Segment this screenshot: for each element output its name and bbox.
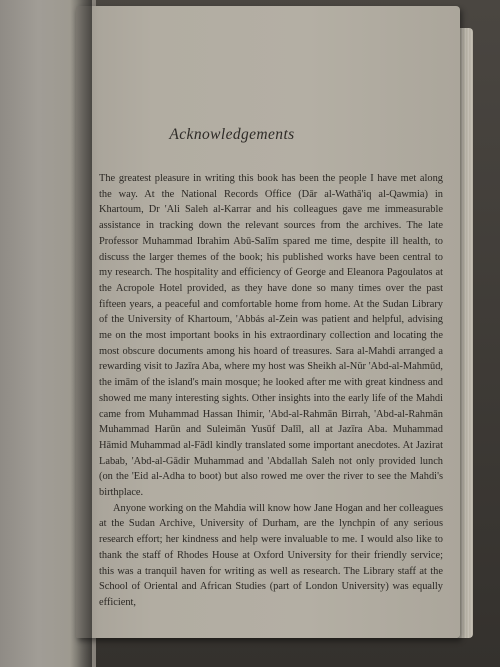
paragraph-2: Anyone working on the Mahdia will know how Jane Hogan and her colleagues at the Sudan Archive, University of Durham, are the lynchpin of any serious research effort; her kindness and help were invaluable to me. I would also like to thank the staff of Rhodes House at Oxford University for their friendly service; this was a tranquil haven for writing as well as research. The Library staff at the School of Oriental and African Studies (part of London University) was equally efficient, xyxy=(99,502,443,608)
book-gutter-shadow xyxy=(70,0,92,667)
body-text xyxy=(99,171,443,611)
paragraph-1: The greatest pleasure in writing this book has been the people I have met along the way. At the National Records Office (Dār al-Wathā'iq al-Qawmia) in Khartoum, Dr 'Ali Saleh al-Karrar and his colleagues gave me immeasurable assistance in tracking down the relevant sources from the archives. The late Professor Muhammad Ibrahim Abū-Salīm spared me time, despite ill health, to discuss the larger themes of the book; his published works have been central to my research. The hospitality and efficiency of George and Eleanora Pagoulatos at the Acropole Hotel provided, as they have done so many times over the past fifteen years, a peaceful and comfortable home from home. At the Sudan Library of the University of Khartoum, 'Abbás al-Zein was patient and helpful, advising me on the most important books in his extraordinary collection and locating the most obscure documents among his hoard of treasures. Sara al-Mahdi arranged a rewarding visit to Jazīra Aba, where my host was Sheikh al-Nūr 'Abd-al-Mahmūd, the imām of the island's main mosque; he looked after me with great kindness and showed me many interesting sights. Other insights into the early life of the Mahdi came from Muhammad Hassan Ihimir, 'Abd-al-Rahmān Birrah, 'Abd-al-Rahmān Muhammad Harūn and Suleimān Yusūf Dalīl, all at Jazīra Aba. Muhammad Hāmid Muhammad al-Fādl kindly translated some important anecdotes. At Jazirat Labab, 'Abd-al-Gādir Muhammad and 'Abdallah Saleh not only provided lunch (on the 'Eid al-Adha to boot) but also rowed me over the river to see the Mahdi's birthplace. xyxy=(99,173,443,499)
page-title: Acknowledgements xyxy=(169,126,295,143)
